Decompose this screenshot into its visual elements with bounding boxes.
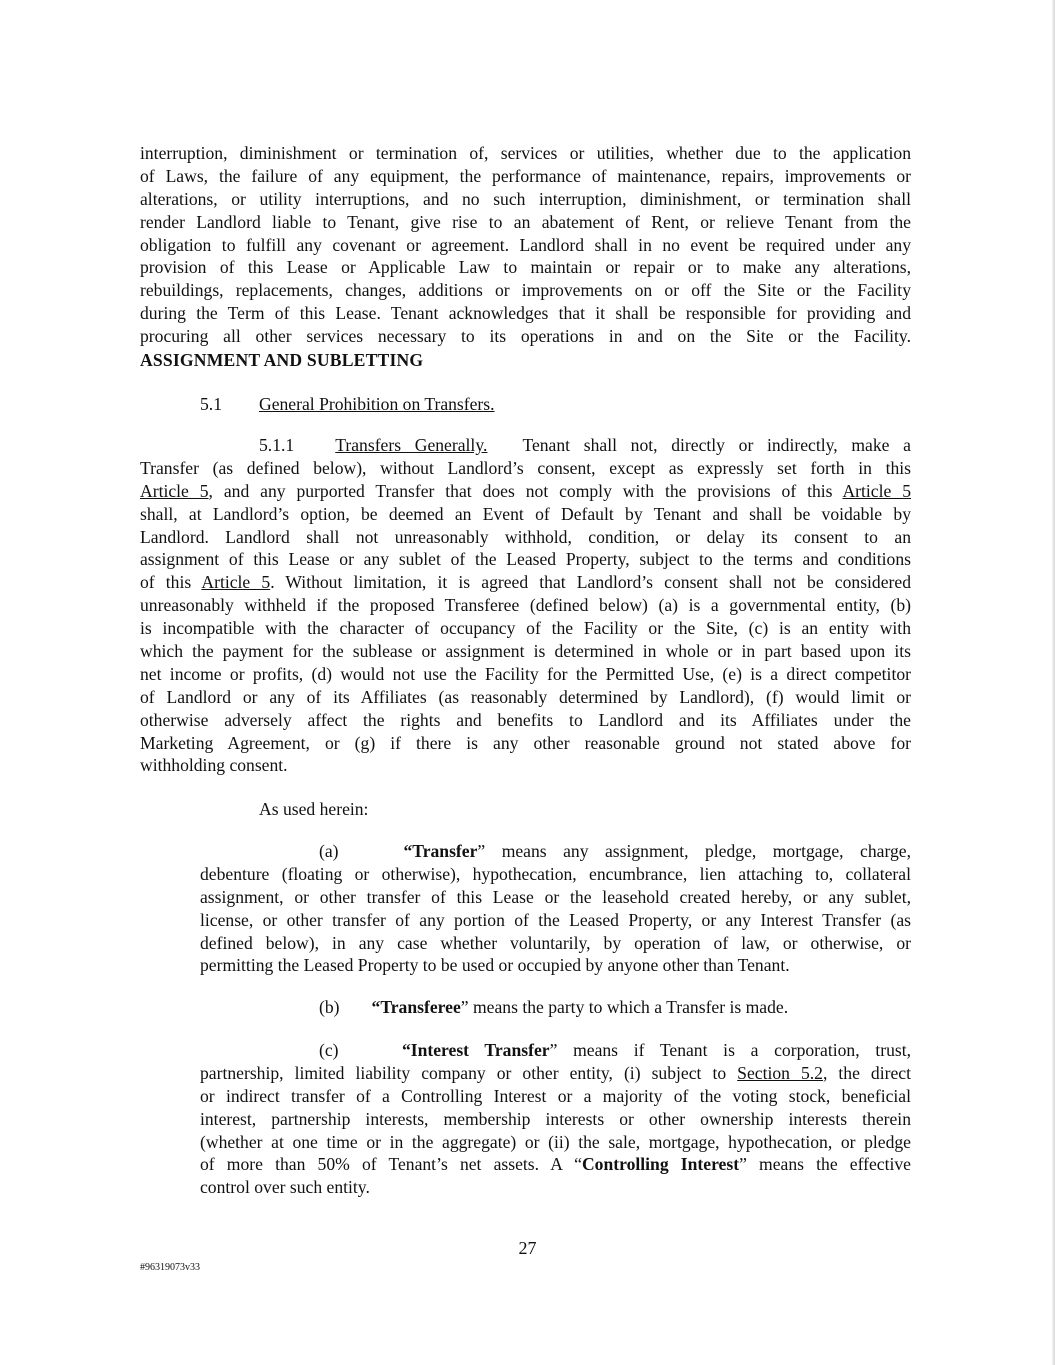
article-5-ref: Article 5 (842, 480, 911, 501)
definition-a-line: license, or other transfer of any portion of the Leased Property, or any Interest Transfer (as (200, 909, 911, 930)
section-line: assignment of this Lease or any sublet of the Leased Property, subject to the terms and conditions (140, 549, 911, 570)
section-line: otherwise adversely affect the rights and benefits to Landlord and its Affiliates under the (140, 709, 911, 730)
definition-c-line: (whether at one time or in the aggregate) or (ii) the sale, mortgage, hypothecation, or pledge (200, 1131, 911, 1152)
definition-c-text: ” means the effective (739, 1154, 911, 1175)
section-line-text: . Without limitation, it is agreed that Landlord’s consent shall not be considered (270, 572, 911, 593)
section-line (140, 480, 911, 503)
intro-line: alterations, or utility interruptions, and no such interruption, diminishment, or termination shall (140, 188, 911, 209)
controlling-interest-term: Controlling Interest (581, 1154, 740, 1175)
definition-c-label: (c) (319, 1040, 339, 1060)
section-5-1-number: 5.1 (200, 394, 222, 414)
definition-a-quote: ” (477, 841, 486, 861)
definition-a-line: debenture (floating or otherwise), hypothecation, encumbrance, lien attaching to, collateral (200, 863, 911, 884)
section-line: unreasonably withheld if the proposed Transferee (defined below) (a) is a governmental entity, (b) (140, 595, 911, 616)
section-5-1-1-paragraph (140, 434, 911, 777)
definition-a-first-line (200, 840, 911, 863)
intro-line: rebuildings, replacements, changes, additions or improvements on or off the Site or the Facility (140, 280, 911, 301)
definition-c-line (200, 1062, 911, 1085)
definition-c-term: “Interest Transfer (401, 1040, 550, 1060)
definition-c-line: control over such entity. (200, 1177, 370, 1198)
section-5-1-1-number: 5.1.1 (259, 435, 295, 455)
section-line: Landlord. Landlord shall not unreasonably withhold, condition, or delay its consent to an (140, 526, 911, 547)
intro-line: of Laws, the failure of any equipment, the performance of maintenance, repairs, improvements or (140, 165, 911, 186)
section-line: net income or profits, (d) would not use the Facility for the Permitted Use, (e) is a direct competitor (140, 663, 911, 684)
article-5-ref: Article 5 (140, 480, 209, 501)
section-line: Transfer (as defined below), without Landlord’s consent, except as expressly set forth in this (140, 457, 911, 478)
definition-c-first-line (200, 1039, 911, 1062)
section-5-1-1-first-rest: Tenant shall not, directly or indirectly, make a (522, 435, 911, 455)
definition-c-line: interest, partnership interests, membership interests or other ownership interests therein (200, 1108, 911, 1129)
section-line: is incompatible with the character of occupancy of the Facility or the Site, (c) is an entity with (140, 618, 911, 639)
definition-c-first-rest: ” means if Tenant is a corporation, trust, (549, 1040, 911, 1060)
definition-b-label: (b) (319, 997, 340, 1017)
intro-paragraph (140, 142, 911, 348)
section-line-text: of this (140, 572, 202, 593)
document-id: #96319073v33 (140, 1262, 200, 1273)
intro-line: provision of this Lease or Applicable Law to maintain or repair or to make any alterations, (140, 257, 911, 278)
definition-c-text: , the direct (822, 1062, 911, 1083)
definition-c-text: of more than 50% of Tenant’s net assets. A “ (200, 1154, 582, 1175)
definition-c-line: or indirect transfer of a Controlling Interest or a majority of the voting stock, beneficial (200, 1085, 911, 1106)
section-line: of Landlord or any of its Affiliates (as reasonably determined by Landlord), (f) would limit or (140, 686, 911, 707)
intro-line: interruption, diminishment or termination of, services or utilities, whether due to the application (140, 143, 911, 163)
definition-a-first-rest: means any assignment, pledge, mortgage, charge, (485, 841, 911, 861)
definition-a-label: (a) (319, 841, 339, 861)
definition-a-line: permitting the Leased Property to be used or occupied by anyone other than Tenant. (200, 955, 790, 976)
definition-a-line: defined below), in any case whether voluntarily, by operation of law, or otherwise, or (200, 932, 911, 953)
article-heading: ASSIGNMENT AND SUBLETTING (140, 350, 424, 370)
section-line-text: , and any purported Transfer that does not comply with the provisions of this (208, 480, 843, 501)
intro-line: render Landlord liable to Tenant, give rise to an abatement of Rent, or relieve Tenant from the (140, 211, 911, 232)
section-line (140, 571, 911, 594)
definition-a-line: assignment, or other transfer of this Lease or the leasehold created hereby, or any sublet, (200, 886, 911, 907)
article-5-ref: Article 5 (201, 572, 271, 593)
definition-c (200, 1039, 911, 1199)
definition-a (200, 840, 911, 977)
section-line: which the payment for the sublease or assignment is determined in whole or in part based upon its (140, 641, 911, 662)
section-line: Marketing Agreement, or (g) if there is any other reasonable ground not stated above for (140, 732, 911, 753)
section-5-1-title: General Prohibition on Transfers. (259, 394, 495, 414)
intro-line: procuring all other services necessary to its operations in and on the Site or the Facility. (140, 326, 911, 347)
section-line: withholding consent. (140, 755, 288, 776)
definition-b-rest: ” means the party to which a Transfer is made. (460, 997, 789, 1017)
definition-b-term: “Transferee (371, 997, 461, 1017)
page-number: 27 (518, 1238, 537, 1258)
definition-c-line (200, 1153, 911, 1176)
definition-c-text: partnership, limited liability company or other entity, (i) subject to (200, 1062, 738, 1083)
section-line: shall, at Landlord’s option, be deemed an Event of Default by Tenant and shall be voidable by (140, 503, 911, 524)
section-5-1-1-title: Transfers Generally. (335, 435, 488, 455)
section-5-1-1-first-line (140, 434, 911, 457)
definition-b (319, 996, 788, 1019)
section-5-2-ref: Section 5.2 (737, 1062, 823, 1083)
intro-line: during the Term of this Lease. Tenant acknowledges that it shall be responsible for providing and (140, 303, 911, 324)
definition-a-term: “Transfer (403, 841, 478, 861)
as-used-herein: As used herein: (259, 799, 369, 819)
intro-line: obligation to fulfill any covenant or agreement. Landlord shall in no event be required under any (140, 234, 911, 255)
